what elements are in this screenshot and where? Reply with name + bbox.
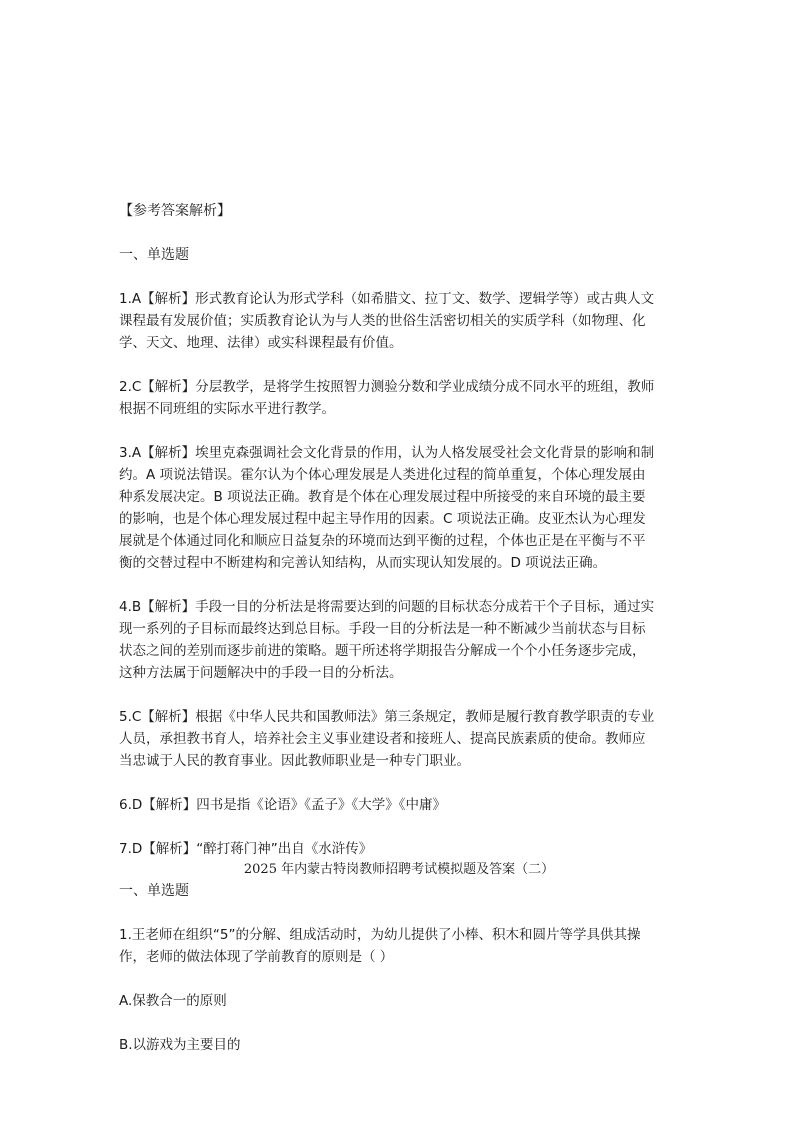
answer-item-1: [119, 288, 679, 354]
answers-header: 【参考答案解析】: [119, 203, 231, 219]
answer-line: 1.A【解析】形式教育论认为形式学科（如希腊文、拉丁文、数学、逻辑学等）或古典人文: [119, 291, 655, 307]
answer-line: 课程最有发展价值；实质教育论认为与人类的世俗生活密切相关的实质学科（如物理、化: [119, 313, 646, 329]
answer-line: 5.C【解析】根据《中华人民共和国教师法》第三条规定，教师是履行教育教学职责的专业: [119, 709, 655, 725]
option-a: [119, 990, 679, 1012]
answer-line: 展就是个体通过同化和顺应日益复杂的环境而达到平衡的过程，个体也正是在平衡与不平: [119, 533, 646, 549]
answer-item-6: [119, 794, 679, 816]
exam-title: 2025 年内蒙古特岗教师招聘考试模拟题及答案（二）: [243, 862, 555, 877]
answer-line: 状态之间的差别而逐步前进的策略。题干所述将学期报告分解成一个个小任务逐步完成，: [119, 643, 646, 659]
question-line: 1.王老师在组织“5”的分解、组成活动时，为幼儿提供了小棒、积木和圆片等学具供其操: [119, 927, 641, 943]
question-line: 作，老师的做法体现了学前教育的原则是（ ）: [119, 949, 394, 965]
answer-line: 7.D【解析】“醉打蒋门神”出自《水浒传》: [119, 841, 373, 857]
answer-line: 的影响，也是个体心理发展过程中起主导作用的因素。C 项说法正确。皮亚杰认为心理发: [119, 511, 646, 527]
answer-line: 4.B【解析】手段一目的分析法是将需要达到的问题的目标状态分成若干个子目标，通过实: [119, 599, 655, 615]
answer-line: 衡的交替过程中不断建构和完善认知结构，从而实现认知发展的。D 项说法正确。: [119, 555, 607, 571]
answer-line: 种系发展决定。B 项说法正确。教育是个体在心理发展过程中所接受的来自环境的最主要: [119, 489, 646, 505]
answer-line: 人员，承担教书育人，培养社会主义事业建设者和接班人、提高民族素质的使命。教师应: [119, 731, 646, 747]
question-1: [119, 924, 679, 968]
answer-line: 3.A【解析】埃里克森强调社会文化背景的作用，认为人格发展受社会文化背景的影响和制: [119, 445, 655, 461]
answer-line: 6.D【解析】四书是指《论语》《孟子》《大学》《中庸》: [119, 797, 447, 813]
option-label: B.以游戏为主要目的: [119, 1037, 241, 1053]
option-label: A.保教合一的原则: [119, 993, 227, 1009]
answer-item-5: [119, 706, 679, 772]
exam-section-title: 一、单选题: [119, 883, 189, 899]
answer-item-3: [119, 442, 679, 574]
answer-line: 这种方法属于问题解决中的手段一目的分析法。: [119, 665, 403, 681]
answer-line: 2.C【解析】分层教学，是将学生按照智力测验分数和学业成绩分成不同水平的班组，教师: [119, 379, 655, 395]
answer-line: 学、天文、地理、法律）或实科课程最有价值。: [119, 335, 403, 351]
answer-line: 根据不同班组的实际水平进行教学。: [119, 401, 335, 417]
answers-section-title: 一、单选题: [119, 247, 189, 263]
answer-item-2: [119, 376, 679, 420]
answer-item-7: [119, 838, 679, 860]
answer-line: 约。A 项说法错误。霍尔认为个体心理发展是人类进化过程的简单重复，个体心理发展由: [119, 467, 646, 483]
answer-item-4: [119, 596, 679, 684]
answer-line: 现一系列的子目标而最终达到总目标。手段一目的分析法是一种不断减少当前状态与目标: [119, 621, 646, 637]
option-b: [119, 1034, 679, 1056]
answer-line: 当忠诚于人民的教育事业。因此教师职业是一种专门职业。: [119, 753, 470, 769]
document-content: [119, 200, 679, 1078]
